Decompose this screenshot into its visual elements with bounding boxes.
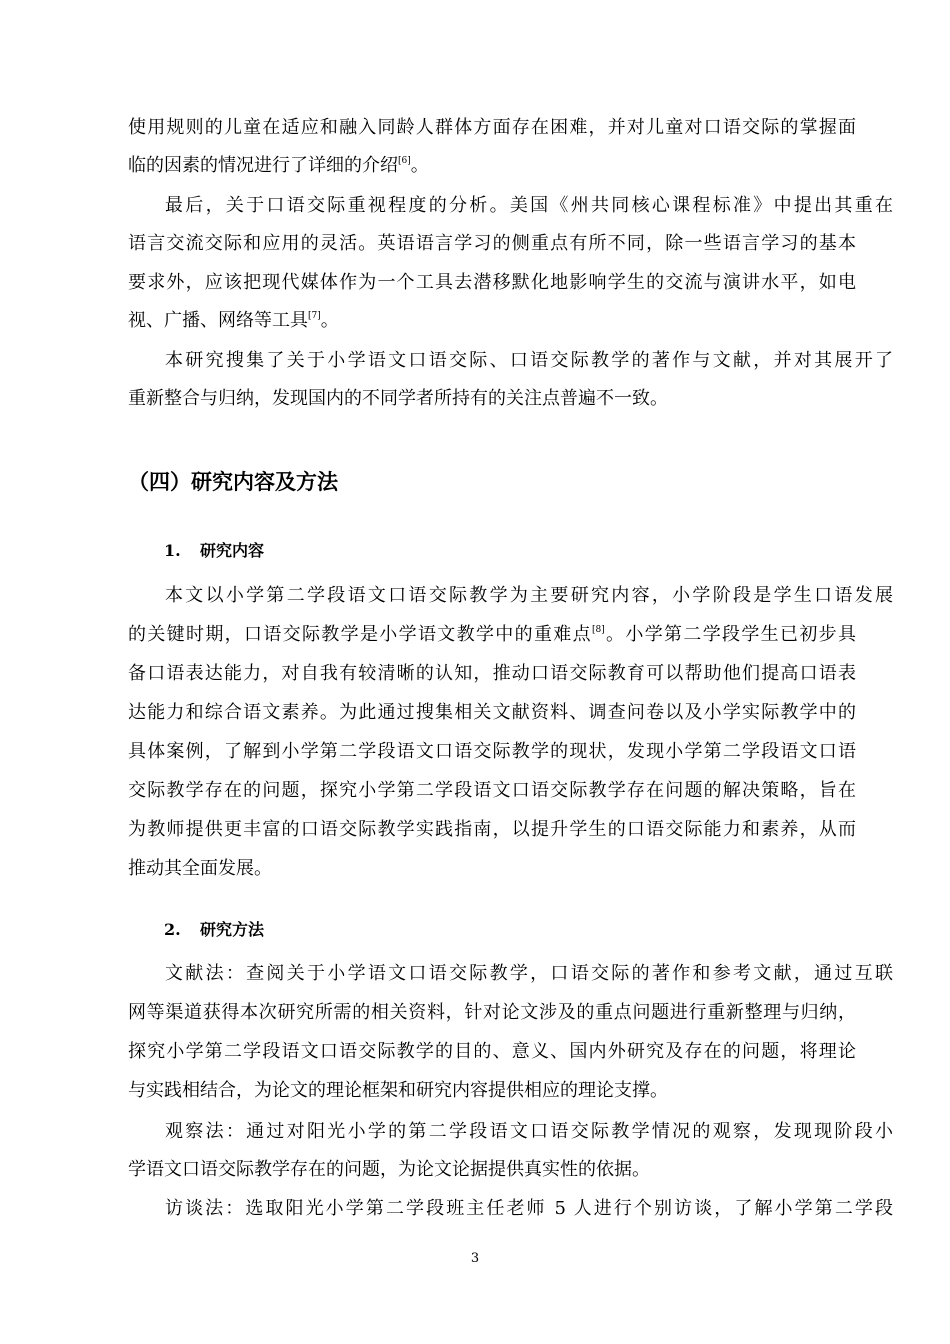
paragraph-line: 与实践相结合，为论文的理论框架和研究内容提供相应的理论支撑。 <box>128 1080 668 1101</box>
paragraph-line: 视、广播、网络等工具[7]。 <box>128 310 339 331</box>
paragraph-line: 本文以小学第二学段语文口语交际教学为主要研究内容，小学阶段是学生口语发展 <box>165 585 893 606</box>
paragraph-line: 要求外，应该把现代媒体作为一个工具去潜移默化地影响学生的交流与演讲水平，如电 <box>128 272 856 293</box>
paragraph-line: 观察法：通过对阳光小学的第二学段语文口语交际教学情况的观察，发现现阶段小 <box>165 1121 893 1142</box>
paragraph-line: 备口语表达能力，对自我有较清晰的认知，推动口语交际教育可以帮助他们提高口语表 <box>128 663 856 684</box>
paragraph-line: 重新整合与归纳，发现国内的不同学者所持有的关注点普遍不一致。 <box>128 388 668 409</box>
citation-marker: [8] <box>591 625 605 635</box>
paragraph-line: 临的因素的情况进行了详细的介绍[6]。 <box>128 155 429 176</box>
paragraph-line: 使用规则的儿童在适应和融入同龄人群体方面存在困难，并对儿童对口语交际的掌握面 <box>128 117 856 138</box>
paragraph-line: 最后，关于口语交际重视程度的分析。美国《州共同核心课程标准》中提出其重在 <box>165 195 893 216</box>
paragraph-line: 为教师提供更丰富的口语交际教学实践指南，以提升学生的口语交际能力和素养，从而 <box>128 819 856 840</box>
paragraph-line: 达能力和综合语文素养。为此通过搜集相关文献资料、调查问卷以及小学实际教学中的 <box>128 702 856 723</box>
paragraph-line: 学语文口语交际教学存在的问题，为论文论据提供真实性的依据。 <box>128 1159 650 1180</box>
paragraph-line: 网等渠道获得本次研究所需的相关资料，针对论文涉及的重点问题进行重新整理与归纳， <box>128 1002 856 1023</box>
section-heading: （四）研究内容及方法 <box>128 470 338 494</box>
paragraph-line: 文献法：查阅关于小学语文口语交际教学，口语交际的著作和参考文献，通过互联 <box>165 963 893 984</box>
paragraph-line: 具体案例，了解到小学第二学段语文口语交际教学的现状，发现小学第二学段语文口语 <box>128 741 856 762</box>
paragraph-line: 访谈法：选取阳光小学第二学段班主任老师 5 人进行个别访谈，了解小学第二学段 <box>165 1198 893 1219</box>
subsection-heading: 2. 研究方法 <box>164 920 265 939</box>
page-number: 3 <box>470 1251 480 1266</box>
subsection-heading: 1. 研究内容 <box>164 541 265 560</box>
paragraph-line: 推动其全面发展。 <box>128 858 272 879</box>
paragraph-line: 探究小学第二学段语文口语交际教学的目的、意义、国内外研究及存在的问题，将理论 <box>128 1041 856 1062</box>
paragraph-line: 本研究搜集了关于小学语文口语交际、口语交际教学的著作与文献，并对其展开了 <box>165 350 893 371</box>
paragraph-line: 语言交流交际和应用的灵活。英语语言学习的侧重点有所不同，除一些语言学习的基本 <box>128 233 856 254</box>
citation-marker: [7] <box>308 311 321 321</box>
paragraph-line: 交际教学存在的问题，探究小学第二学段语文口语交际教学存在问题的解决策略，旨在 <box>128 780 856 801</box>
citation-marker: [6] <box>398 156 411 166</box>
paragraph-line: 的关键时期，口语交际教学是小学语文教学中的重难点[8]。小学第二学段学生已初步具 <box>128 624 857 645</box>
